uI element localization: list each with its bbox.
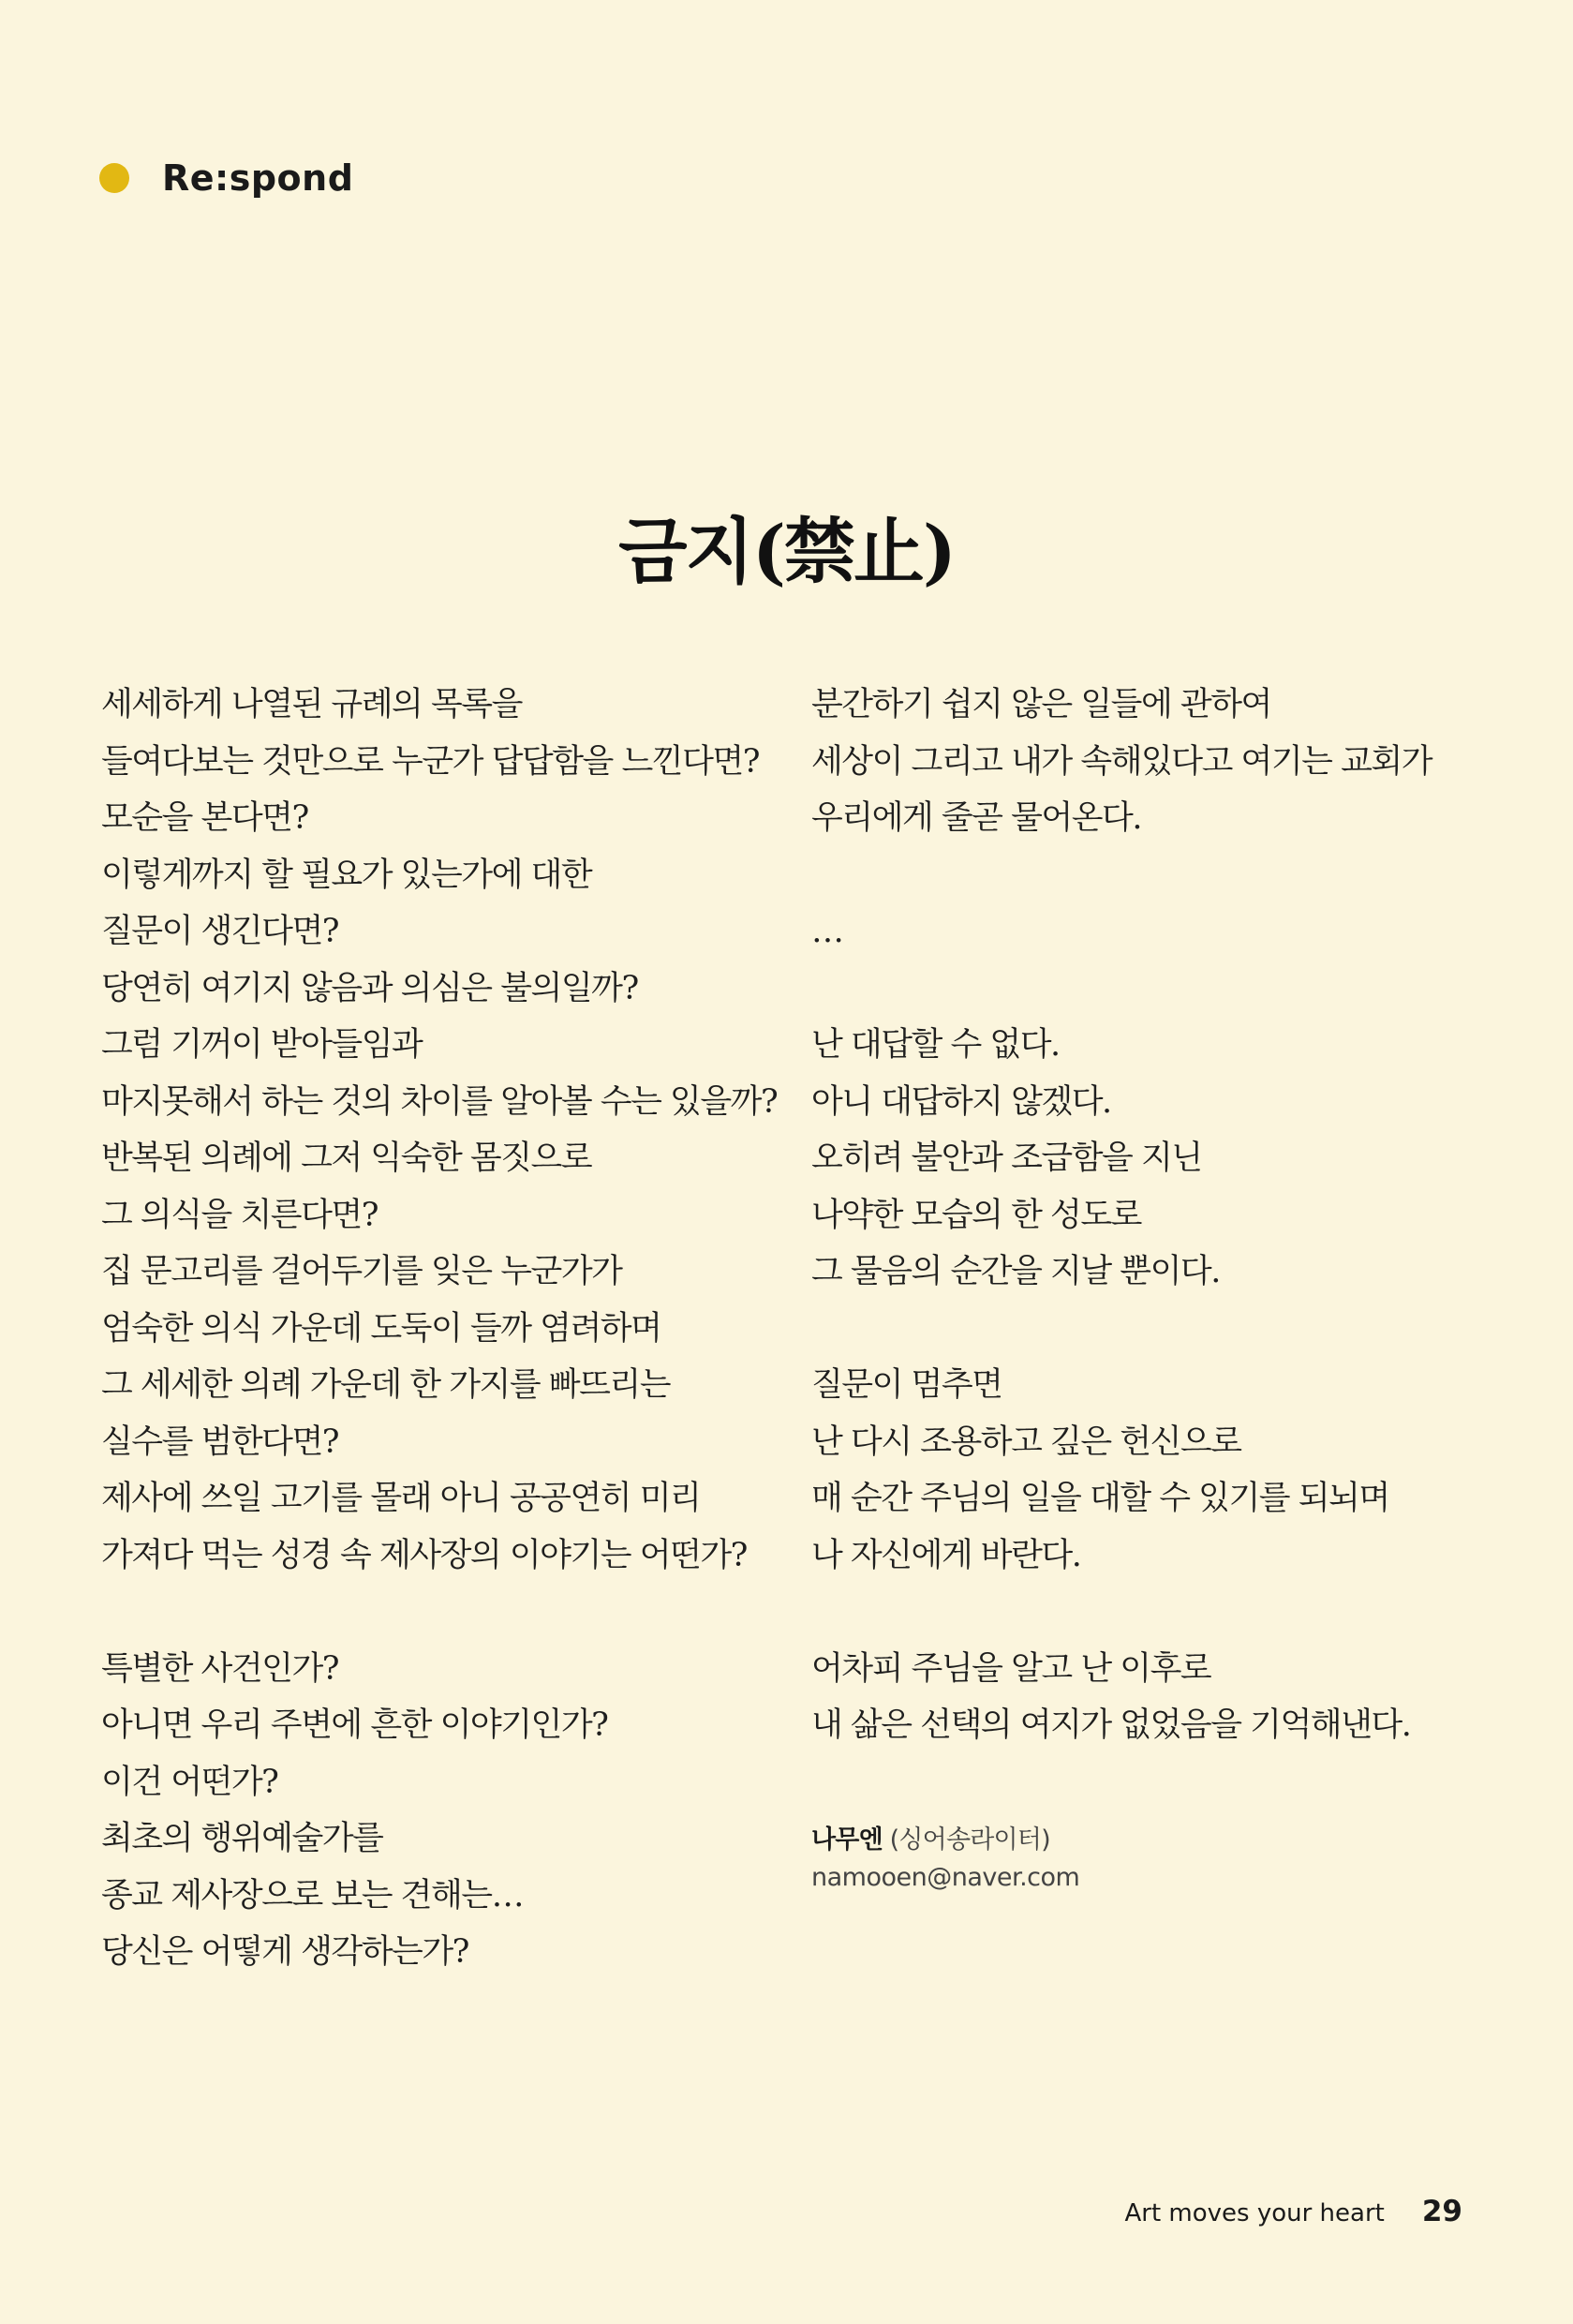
author-byline xyxy=(811,1822,1079,1859)
poem-line: 그 의식을 치른다면? xyxy=(101,1196,378,1234)
poem-line: 실수를 범한다면? xyxy=(101,1423,339,1461)
stanza-break xyxy=(811,961,1467,1018)
poem-line: 마지못해서 하는 것의 차이를 알아볼 수는 있을까? xyxy=(101,1082,778,1121)
poem-line: 아니 대답하지 않겠다. xyxy=(811,1082,1111,1121)
poem-line: 이렇게까지 할 필요가 있는가에 대한 xyxy=(101,856,592,894)
poem-line: 특별한 사건인가? xyxy=(101,1649,339,1688)
poem-line: 그 세세한 의례 가운데 한 가지를 빠뜨리는 xyxy=(101,1366,671,1404)
poem-line: 엄숙한 의식 가운데 도둑이 들까 염려하며 xyxy=(101,1309,661,1348)
poem-line: 최초의 행위예술가를 xyxy=(101,1820,383,1857)
poem-line: 그 물음의 순간을 지날 뿐이다. xyxy=(811,1253,1220,1290)
poem-line: 집 문고리를 걸어두기를 잊은 누군가가 xyxy=(101,1253,622,1290)
poem-line: 난 다시 조용하고 깊은 헌신으로 xyxy=(811,1423,1241,1461)
poem-line: 질문이 생긴다면? xyxy=(101,913,339,950)
poem-line: 종교 제사장으로 보는 견해는… xyxy=(101,1876,524,1914)
section-bullet-icon xyxy=(99,163,129,193)
stanza-break xyxy=(101,1584,776,1641)
poem-line: 그럼 기꺼이 받아들임과 xyxy=(101,1026,423,1064)
poem-line: 반복된 의례에 그저 익숙한 몸짓으로 xyxy=(101,1140,592,1177)
poem-line: 당신은 어떻게 생각하는가? xyxy=(101,1933,468,1971)
poem-line: 모순을 본다면? xyxy=(101,799,308,837)
poem-line: 아니면 우리 주변에 흔한 이야기인가? xyxy=(101,1706,608,1744)
poem-line: 제사에 쓰일 고기를 몰래 아니 공공연히 미리 xyxy=(101,1480,701,1517)
section-header xyxy=(99,157,353,199)
author-email[interactable]: namooen@naver.com xyxy=(811,1863,1080,1892)
poem-line: 어차피 주님을 알고 난 이후로 xyxy=(811,1649,1211,1688)
poem-line: 들여다보는 것만으로 누군가 답답함을 느낀다면? xyxy=(101,742,759,781)
poem-line: 가져다 먹는 성경 속 제사장의 이야기는 어떤가? xyxy=(101,1536,747,1574)
poem-line: 나 자신에게 바란다. xyxy=(811,1536,1081,1574)
poem-right-column xyxy=(811,677,1467,1754)
poem-line: 난 대답할 수 없다. xyxy=(811,1026,1060,1064)
poem-line: 분간하기 쉽지 않은 일들에 관하여 xyxy=(811,686,1271,723)
poem-line: … xyxy=(811,913,843,950)
poem-title: 금지(禁止) xyxy=(618,510,955,593)
poem-line: 매 순간 주님의 일을 대할 수 있기를 되뇌며 xyxy=(811,1480,1389,1517)
poem-line: 이건 어떤가? xyxy=(101,1763,278,1801)
page-footer xyxy=(1124,2195,1462,2228)
stanza-break xyxy=(811,1584,1467,1641)
poem-line: 당연히 여기지 않음과 의심은 불의일까? xyxy=(101,969,638,1007)
poem-line: 오히려 불안과 조급함을 지닌 xyxy=(811,1140,1202,1177)
section-label: Re:spond xyxy=(162,157,354,199)
poem-line: 내 삶은 선택의 여지가 없었음을 기억해낸다. xyxy=(811,1706,1411,1744)
poem-line: 세세하게 나열된 규례의 목록을 xyxy=(101,686,522,723)
poem-line: 나약한 모습의 한 성도로 xyxy=(811,1196,1141,1234)
footer-tagline: Art moves your heart xyxy=(1124,2199,1385,2227)
poem-left-column xyxy=(101,677,776,1981)
author-role: (싱어송라이터) xyxy=(889,1825,1050,1855)
page-number: 29 xyxy=(1421,2195,1462,2228)
stanza-break xyxy=(811,847,1467,904)
poem-line: 우리에게 줄곧 물어온다. xyxy=(811,799,1141,837)
author-credit xyxy=(811,1822,1079,1897)
poem-line: 세상이 그리고 내가 속해있다고 여기는 교회가 xyxy=(811,742,1432,781)
stanza-break xyxy=(811,1301,1467,1358)
poem-line: 질문이 멈추면 xyxy=(811,1366,1002,1404)
author-name: 나무엔 xyxy=(811,1825,883,1855)
